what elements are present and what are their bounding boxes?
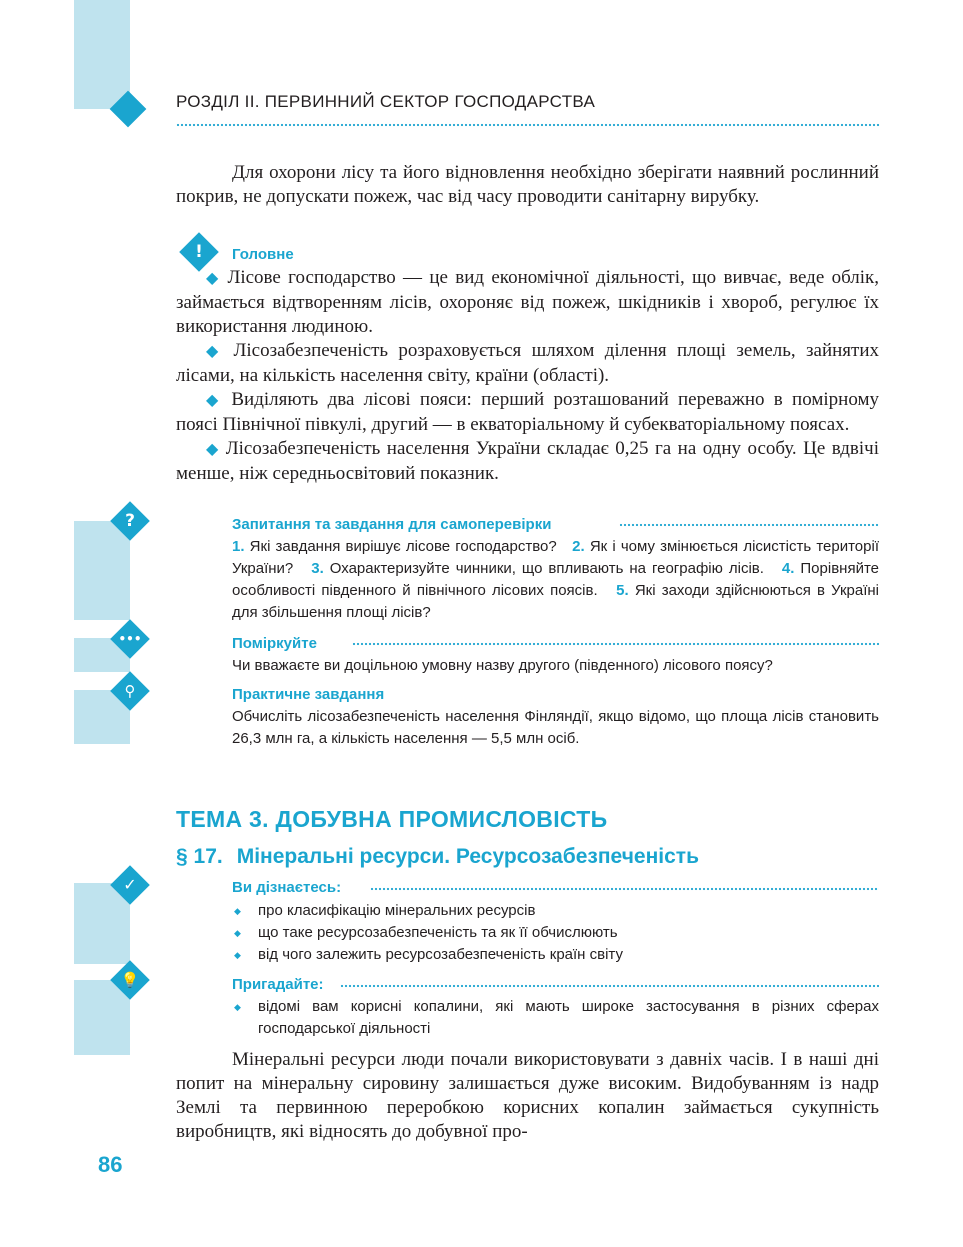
main-block-title: Головне: [232, 246, 294, 263]
practical-text: Обчисліть лісозабезпеченість населення Фінляндії, якщо відомо, що площа лісів становить 26,3 млн га, а кількість населення — 5,5 млн осіб.: [232, 708, 879, 747]
theme-title: ТЕМА 3. ДОБУВНА ПРОМИСЛОВІСТЬ: [176, 806, 608, 832]
diamond-bullet-icon: ◆: [206, 270, 228, 287]
list-item: ◆ про класифікацію мінеральних ресурсів: [232, 900, 879, 922]
questions-list: 1. Які завдання вирішує лісове господарство? 2. Як і чому змінюється лісистість території України? 3. Охарактеризуйте чинники, що впливають на географію лісів. 4. Порівняйте особливості південного й північного лісових поясів. 5. Які заходи здійснюються в Україні для збільшення площі лісів?: [232, 538, 879, 621]
main-point: ◆ Лісове господарство — це вид економічної діяльності, що вивчає, веде облік, займається відтворенням лісів, охороняє від пожеж, шкідників і хвороб, регулює їх використання людиною.: [176, 267, 880, 337]
header-dotted-rule: [176, 122, 880, 128]
think-title: Поміркуйте: [232, 635, 317, 652]
think-dotted-rule: [352, 641, 879, 647]
remember-list: [232, 996, 879, 1040]
remember-dotted-rule: [340, 983, 879, 989]
learn-dotted-rule: [370, 886, 879, 892]
learn-title: Ви дізнаєтесь:: [232, 879, 342, 896]
list-item: ◆ від чого залежить ресурсозабезпеченість країн світу: [232, 944, 879, 966]
remember-title: Пригадайте:: [232, 976, 324, 993]
main-point: ◆ Лісозабезпеченість населення України складає 0,25 га на одну особу. Це вдвічі менше, ніж середньосвітовий показник.: [176, 438, 879, 484]
questions-title: Запитання та завдання для самоперевірки: [232, 516, 552, 533]
main-block-points: [176, 266, 879, 486]
lightbulb-icon: 💡: [111, 961, 149, 999]
learn-list: [232, 900, 879, 966]
main-point: ◆ Виділяють два лісові пояси: перший розташований переважно в помірному поясі Північної півкулі, другий — в екваторіальному й субекваторіальному поясах.: [176, 389, 879, 435]
intro-paragraph: Для охорони лісу та його відновлення необхідно зберігати наявний рослинний покрив, не допускати пожеж, час від часу проводити санітарну вирубку.: [176, 162, 879, 207]
diamond-bullet-icon: ◆: [206, 343, 234, 360]
magnifier-icon: ⚲: [111, 672, 149, 710]
diamond-bullet-icon: ◆: [206, 441, 226, 458]
diamond-bullet-icon: ◆: [206, 392, 232, 409]
practical-title: Практичне завдання: [232, 686, 385, 703]
think-text: Чи вважаєте ви доцільною умовну назву другого (південного) лісового поясу?: [232, 657, 773, 674]
section-header: РОЗДІЛ ІІ. ПЕРВИННИЙ СЕКТОР ГОСПОДАРСТВА: [176, 92, 596, 111]
body-paragraph: Мінеральні ресурси люди почали використовувати з давніх часів. І в наші дні попит на мінеральну сировину залишається дуже високим. Видобуванням із надр Землі та первинною переробкою корисних копалин займається сукупність виробництв, які відносять до добувної про-: [176, 1049, 879, 1142]
checkmark-icon: ✓: [111, 866, 149, 904]
paragraph-heading: [176, 845, 699, 869]
questions-dotted-rule: [619, 522, 879, 528]
list-item: ◆ відомі вам корисні копалини, які мають широке застосування в різних сферах господарської діяльності: [232, 996, 879, 1040]
main-point: ◆ Лісозабезпеченість розраховується шляхом ділення площі земель, зайнятих лісами, на кількість населення світу, країни (області).: [176, 340, 879, 386]
margin-tab-top: [74, 0, 130, 109]
question-icon: ?: [111, 502, 149, 540]
speech-bubble-icon: •••: [111, 620, 149, 658]
paragraph-title: Мінеральні ресурси. Ресурсозабезпеченість: [236, 845, 699, 868]
paragraph-number: § 17.: [176, 845, 223, 868]
exclamation-icon: !: [180, 233, 218, 271]
page-number: 86: [98, 1152, 123, 1177]
list-item: ◆ що таке ресурсозабезпеченість та як її обчислюють: [232, 922, 879, 944]
